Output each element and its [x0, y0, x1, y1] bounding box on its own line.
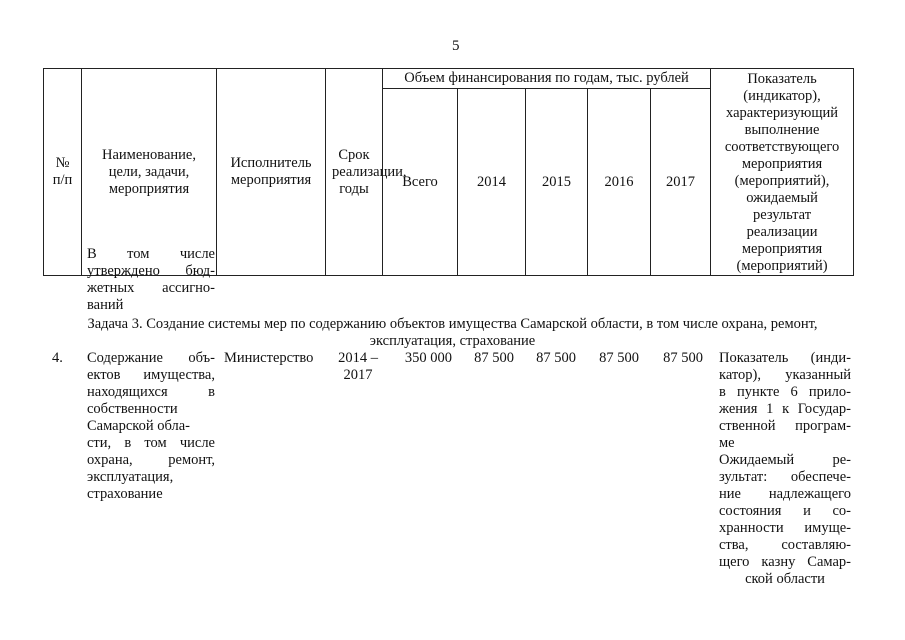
note-line: В том числе [87, 246, 215, 262]
indicator-line: зультат: обеспече- [719, 469, 851, 485]
term-line: 2017 [343, 367, 373, 383]
header-indicator: Показатель (индикатор), характеризующий выполнение соответствующего мероприятия (мероприятий), ожидаемый результат реализации мероприятия (мероприятий) [711, 69, 854, 276]
indicator-line: ства, составляю- [719, 537, 851, 553]
name-line: находящихся в [87, 384, 215, 400]
indicator-line: ме [719, 435, 735, 451]
header-year-2014: 2014 [458, 89, 526, 276]
row-total: 350 000 [404, 350, 452, 366]
row-year-2014: 87 500 [474, 350, 514, 366]
indicator-line: ской области [745, 571, 825, 587]
row-activity-name [87, 350, 215, 503]
row-year-2016: 87 500 [599, 350, 639, 366]
name-line: страхование [87, 486, 163, 502]
row-term [333, 350, 383, 384]
row-executor: Министерство [224, 350, 314, 366]
row-indicator [719, 350, 851, 588]
task-3-heading [0, 316, 905, 350]
header-table [43, 68, 854, 276]
indicator-line: ственной програм- [719, 418, 851, 434]
name-line: эксплуатация, [87, 469, 174, 485]
header-total: Всего [383, 89, 458, 276]
indicator-line: катор), указанный [719, 367, 851, 383]
name-line: Самарской обла- [87, 418, 191, 434]
note-line: ваний [87, 297, 124, 313]
row-number: 4. [52, 350, 63, 366]
header-term: Срок реализации, годы [326, 69, 383, 276]
header-executor: Исполнитель мероприятия [217, 69, 326, 276]
note-budget-allocations [87, 246, 215, 314]
indicator-line: в пункте 6 прило- [719, 384, 851, 400]
indicator-line: жения 1 к Государ- [719, 401, 851, 417]
note-line: утверждено бюд- [87, 263, 215, 279]
name-line: сти, в том числе [87, 435, 215, 451]
header-year-2017: 2017 [651, 89, 711, 276]
header-year-2016: 2016 [588, 89, 651, 276]
indicator-line: состояния и со- [719, 503, 851, 519]
name-line: ектов имущества, [87, 367, 215, 383]
task-line-2: эксплуатация, страхование [369, 333, 536, 349]
indicator-line: Показатель (инди- [719, 350, 851, 366]
name-line: Содержание объ- [87, 350, 215, 366]
indicator-line: ние надлежащего [719, 486, 851, 502]
header-funding-group: Объем финансирования по годам, тыс. рублей [383, 69, 711, 89]
header-year-2015: 2015 [526, 89, 588, 276]
header-num: № п/п [44, 69, 82, 276]
name-line: охрана, ремонт, [87, 452, 215, 468]
indicator-line: хранности имуще- [719, 520, 851, 536]
page-number: 5 [452, 38, 460, 54]
task-line-1: Задача 3. Создание системы мер по содержанию объектов имущества Самарской области, в том числе охрана, ремонт, [87, 316, 818, 332]
indicator-line: Ожидаемый ре- [719, 452, 851, 468]
row-year-2015: 87 500 [536, 350, 576, 366]
indicator-line: щего казну Самар- [719, 554, 851, 570]
name-line: собственности [87, 401, 178, 417]
row-year-2017: 87 500 [663, 350, 703, 366]
header-name: Наименование, цели, задачи, мероприятия [82, 69, 217, 276]
term-line: 2014 – [338, 350, 378, 366]
note-line: жетных ассигно- [87, 280, 215, 296]
